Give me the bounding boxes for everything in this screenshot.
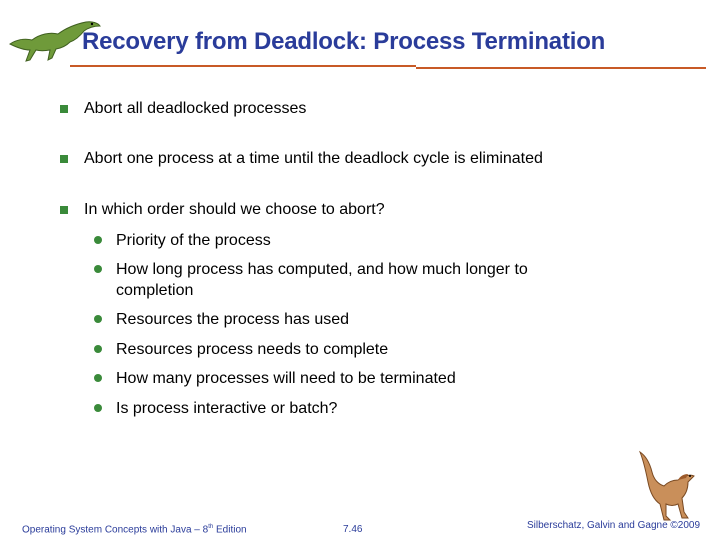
sub-bullet-item (94, 230, 596, 251)
round-bullet-icon (94, 315, 102, 323)
sub-bullet-item (94, 339, 596, 360)
sub-bullet-text: Priority of the process (116, 232, 271, 249)
sub-bullet-text: How long process has computed, and how much longer to completion (116, 261, 528, 299)
bullet-item (60, 149, 543, 169)
bullet-text: In which order should we choose to abort? (84, 201, 385, 218)
page-title: Recovery from Deadlock: Process Termination (82, 28, 606, 55)
bullet-text: Abort one process at a time until the deadlock cycle is eliminated (84, 150, 543, 167)
sub-bullet-item (94, 368, 596, 389)
bullet-item (60, 99, 306, 119)
sub-bullet-text: Resources the process has used (116, 311, 350, 328)
square-bullet-icon (60, 155, 68, 163)
sub-bullet-item (94, 398, 596, 419)
sub-bullet-text: Is process interactive or batch? (116, 400, 338, 417)
bullet-text: Abort all deadlocked processes (84, 100, 307, 117)
square-bullet-icon (60, 105, 68, 113)
title-underline-right (416, 67, 706, 69)
sub-bullet-text: How many processes will need to be terminated (116, 370, 456, 387)
footer-book-sup: th (208, 524, 214, 530)
round-bullet-icon (94, 265, 102, 273)
title-underline-left (70, 65, 416, 67)
round-bullet-icon (94, 345, 102, 353)
footer-book (22, 524, 247, 535)
small-dinosaur-icon (632, 446, 712, 526)
footer-book-prefix: Operating System Concepts with Java – 8 (22, 524, 209, 536)
round-bullet-icon (94, 236, 102, 244)
round-bullet-icon (94, 374, 102, 382)
sub-bullet-text: Resources process needs to complete (116, 341, 389, 358)
page-number: 7.46 (343, 524, 363, 535)
sub-bullet-item (94, 259, 596, 301)
bullet-item (60, 200, 385, 220)
round-bullet-icon (94, 404, 102, 412)
footer-book-suffix: Edition (213, 524, 247, 536)
square-bullet-icon (60, 206, 68, 214)
footer-authors: Silberschatz, Galvin and Gagne ©2009 (527, 520, 701, 531)
sub-bullet-item (94, 309, 596, 330)
